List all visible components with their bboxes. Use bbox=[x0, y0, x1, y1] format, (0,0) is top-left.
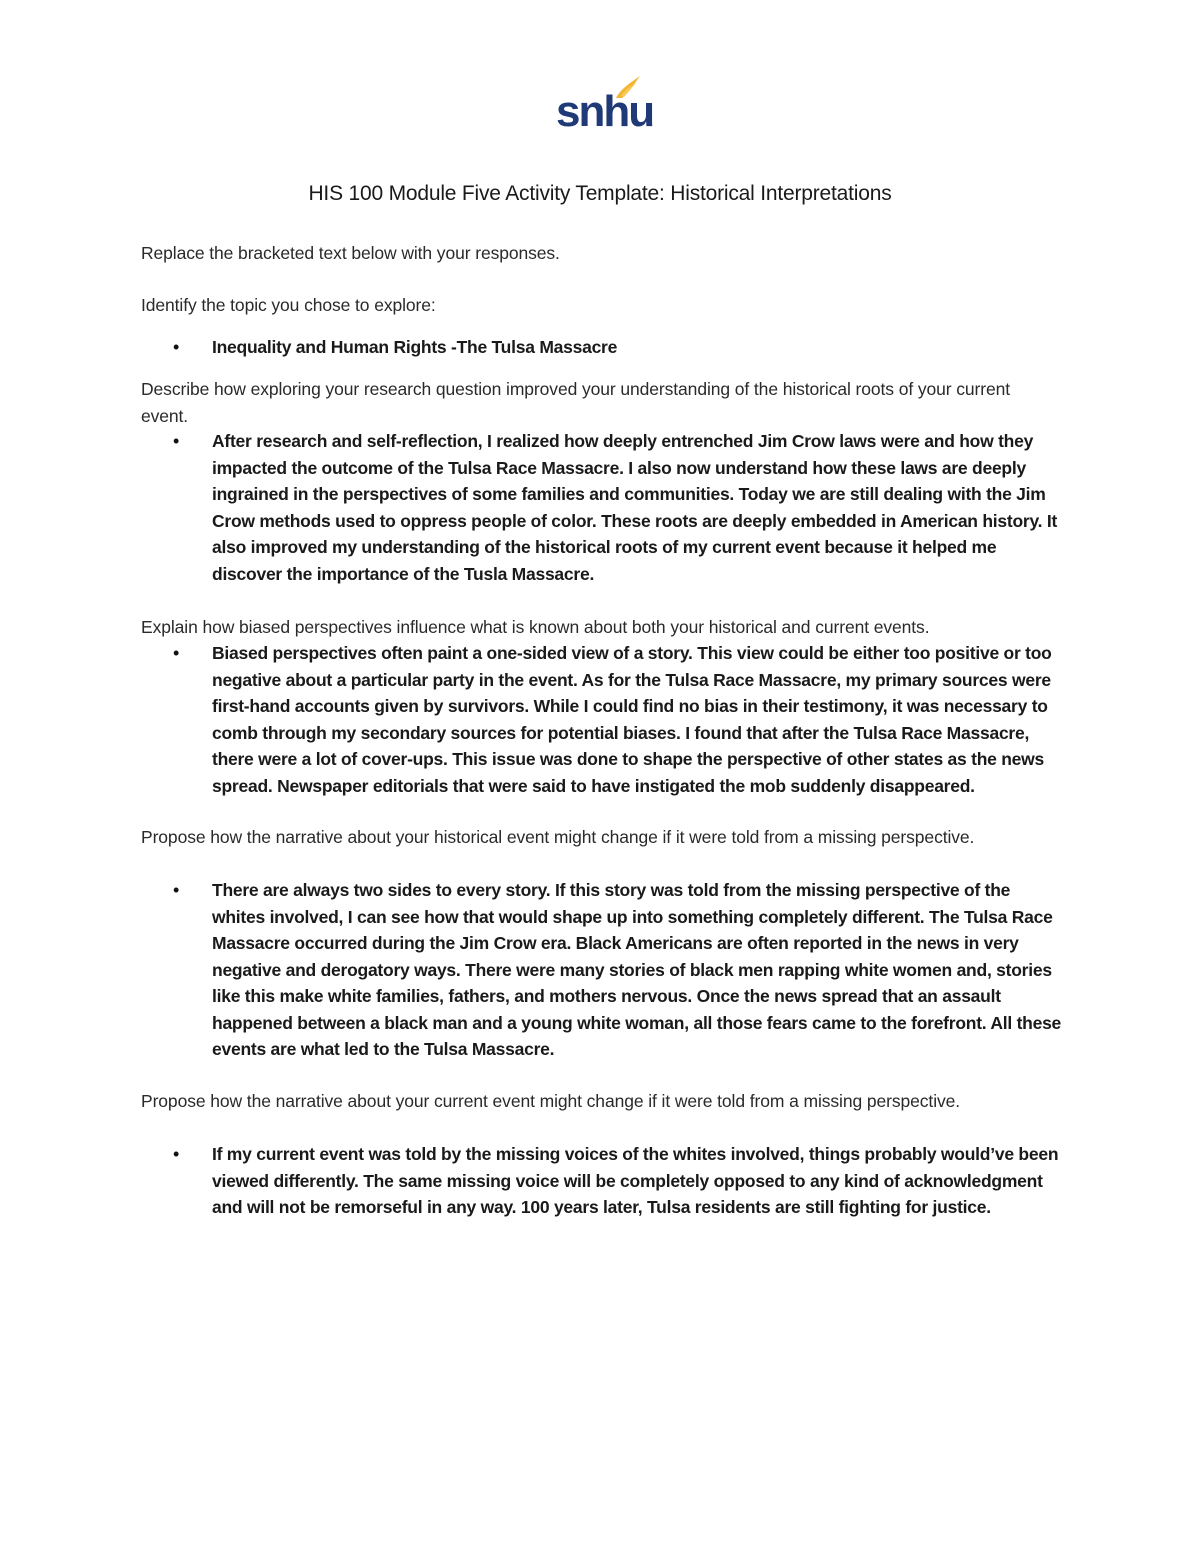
prompt-research-question: Describe how exploring your research question improved your understanding of the historical roots of your current event. bbox=[141, 379, 1011, 426]
prompt-topic: Identify the topic you chose to explore: bbox=[141, 295, 436, 315]
prompt-current-missing-perspective: Propose how the narrative about your current event might change if it were told from a missing perspective. bbox=[141, 1091, 961, 1111]
bullet-icon: • bbox=[173, 431, 180, 451]
logo-wordmark: snhu bbox=[556, 87, 654, 136]
response-text: There are always two sides to every story. If this story was told from the missing perspective of the whites involved, I can see how that would shape up into something completely different. The Tulsa Race Massacre occurred during the Jim Crow era. Black Americans are often reported in the news in very negative and derogatory ways. There were many stories of black men rapping white women and, stories like this make white families, fathers, and mothers nervous. Once the news spread that an assault happened between a black man and a young white woman, all those fears came to the forefront. All these events are what led to the Tulsa Massacre. bbox=[212, 880, 1062, 1059]
response-text: Biased perspectives often paint a one-sided view of a story. This view could be either too positive or too negative about a particular party in the event. As for the Tulsa Race Massacre, my primary sources were first-hand accounts given by survivors. While I could find no bias in their testimony, it was necessary to comb through my secondary sources for potential biases. I found that after the Tulsa Race Massacre, there were a lot of cover-ups. This issue was done to shape the perspective of other states as the news spread. Newspaper editorials that were said to have instigated the mob suddenly disappeared. bbox=[212, 643, 1052, 796]
response-text: Inequality and Human Rights -The Tulsa Massacre bbox=[212, 337, 618, 357]
response-text: If my current event was told by the missing voices of the whites involved, things probably would’ve been viewed differently. The same missing voice will be completely opposed to any kind of acknowledgment and will not be remorseful in any way. 100 years later, Tulsa residents are still fighting for justice. bbox=[212, 1144, 1059, 1217]
bullet-icon: • bbox=[173, 1144, 180, 1164]
bullet-icon: • bbox=[173, 643, 180, 663]
document-title: HIS 100 Module Five Activity Template: Historical Interpretations bbox=[308, 182, 892, 205]
prompt-biased-perspectives: Explain how biased perspectives influence what is known about both your historical and current events. bbox=[141, 617, 930, 637]
bullet-icon: • bbox=[173, 880, 180, 900]
response-text: After research and self-reflection, I realized how deeply entrenched Jim Crow laws were and how they impacted the outcome of the Tulsa Race Massacre. I also now understand how these laws are deeply ingrained in the perspectives of some families and communities. Today we are still dealing with the Jim Crow methods used to oppress people of color. These roots are deeply embedded in American history. It also improved my understanding of the historical roots of my current event because it helped me discover the importance of the Tusla Massacre. bbox=[212, 431, 1058, 584]
instructions-text: Replace the bracketed text below with your responses. bbox=[141, 243, 560, 263]
prompt-historical-missing-perspective: Propose how the narrative about your historical event might change if it were told from a missing perspective. bbox=[141, 827, 975, 847]
bullet-icon: • bbox=[173, 337, 180, 357]
snhu-logo bbox=[554, 72, 654, 136]
